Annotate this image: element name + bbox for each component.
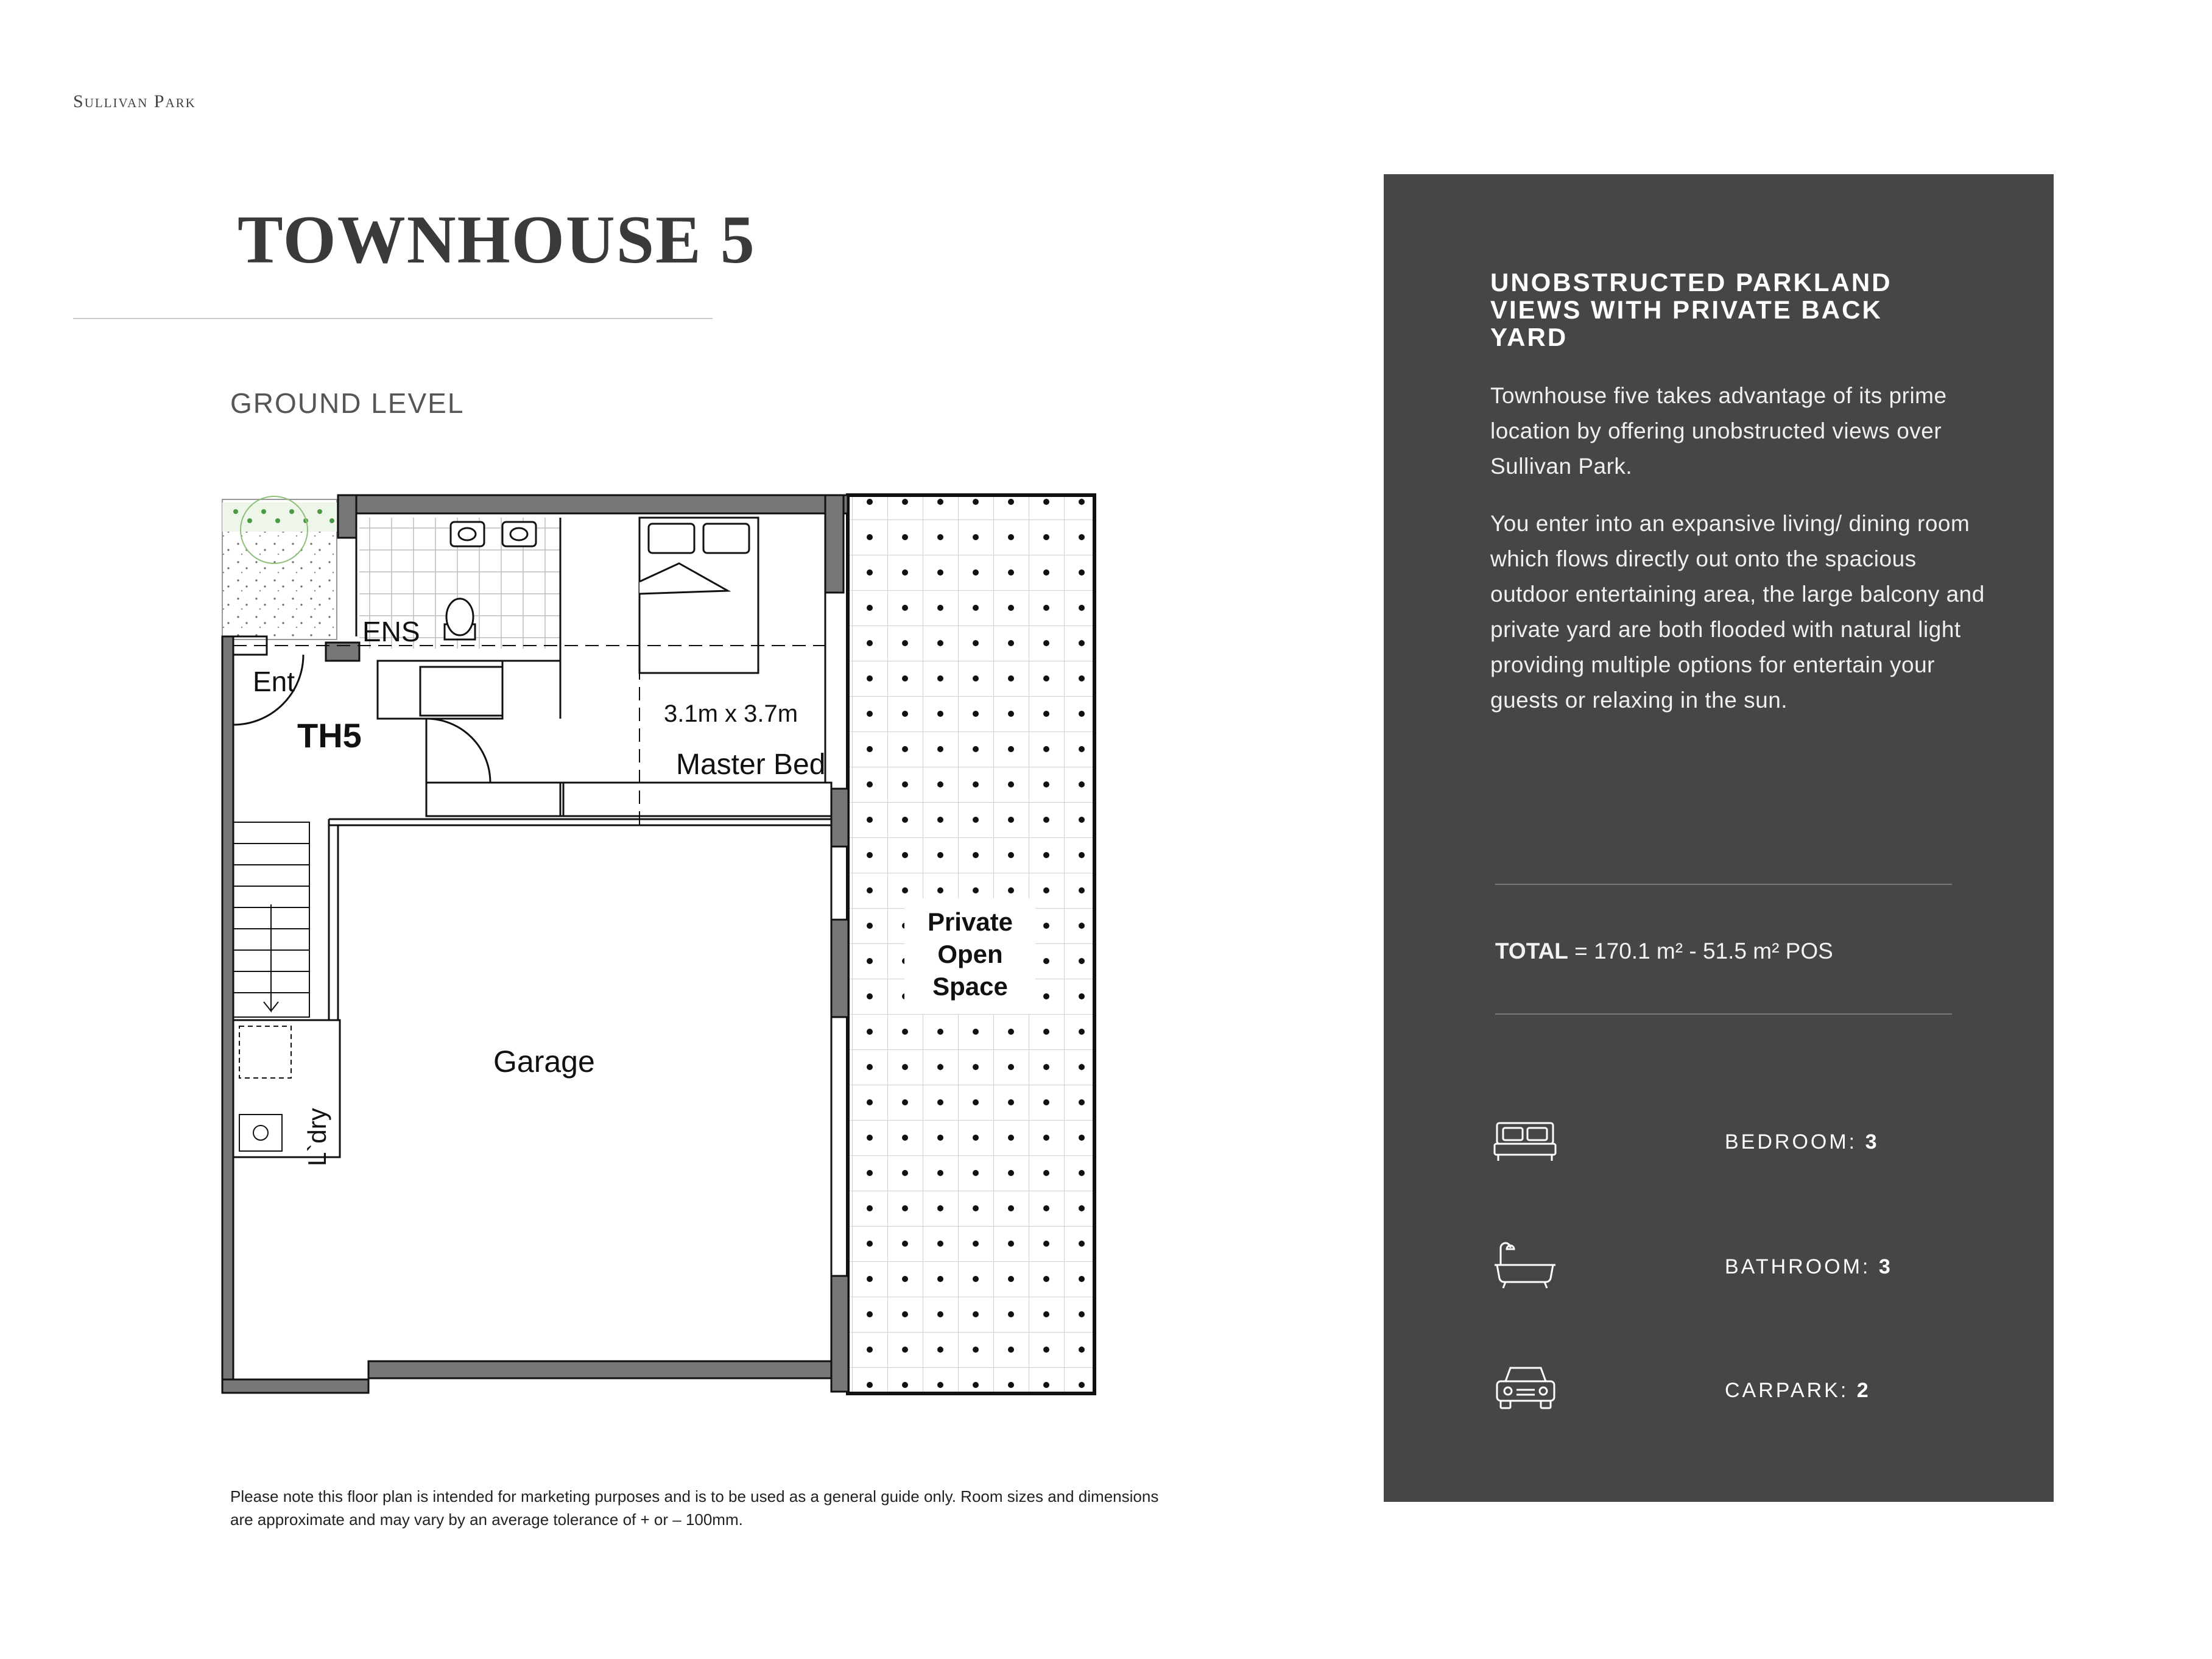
panel-divider-bottom — [1495, 1013, 1952, 1015]
carpark-text — [1725, 1379, 1871, 1403]
bedroom-text — [1725, 1130, 1879, 1154]
panel-divider-top — [1495, 884, 1952, 885]
master-dims: 3.1m x 3.7m — [664, 700, 798, 727]
total-value: = 170.1 m² - 51.5 m² POS — [1574, 939, 1833, 963]
bathroom-text — [1725, 1255, 1893, 1279]
bed — [639, 518, 758, 673]
feature-carpark — [1492, 1361, 1918, 1421]
page-title: TOWNHOUSE 5 — [238, 202, 756, 278]
brand-logo: Sullivan Park — [73, 91, 196, 111]
total-label: TOTAL — [1495, 939, 1568, 963]
panel-paragraph-1: Townhouse five takes advantage of its prime location by offering unobstructed views over Sullivan Park. — [1490, 383, 1947, 479]
floor-plan — [216, 484, 1118, 1404]
disclaimer-line-1: Please note this floor plan is intended for marketing purposes and is to be used as a general guide only. Room sizes and dimensions — [230, 1487, 1159, 1506]
carpark-label: CARPARK: — [1725, 1379, 1849, 1402]
feature-bathroom — [1492, 1237, 1918, 1298]
laundry-fixtures — [239, 1026, 291, 1151]
ens-label: ENS — [362, 616, 420, 647]
bathroom-count: 3 — [1878, 1255, 1893, 1278]
info-panel — [1384, 174, 2054, 1502]
disclaimer-line-2: are approximate and may vary by an average tolerance of + or – 100mm. — [230, 1510, 743, 1529]
garage-label: Garage — [493, 1044, 595, 1079]
master-bed-label: Master Bed — [676, 748, 826, 781]
panel-heading: UNOBSTRUCTED PARKLAND VIEWS WITH PRIVATE BACK YARD — [1490, 268, 1892, 351]
unit-label: TH5 — [297, 716, 362, 755]
bathroom-label: BATHROOM: — [1725, 1255, 1871, 1278]
panel-paragraph-2: You enter into an expansive living/ dining room which flows directly out onto the spacious outdoor entertaining area, the large balcony and private yard are both flooded with natural light providing multiple options for entertain your guests or relaxing in the sun. — [1490, 511, 1985, 713]
carpark-count: 2 — [1856, 1379, 1871, 1402]
bedroom-label: BEDROOM: — [1725, 1130, 1858, 1154]
pos-label-1: Private — [927, 907, 1013, 936]
title-divider — [73, 318, 713, 319]
feature-bedroom — [1492, 1112, 1918, 1173]
bed-icon — [1492, 1112, 1559, 1167]
total-area — [1495, 939, 1833, 964]
pos-label-3: Space — [932, 972, 1008, 1001]
ent-label: Ent — [253, 666, 295, 697]
level-label: GROUND LEVEL — [230, 387, 465, 419]
bathtub-icon — [1492, 1237, 1559, 1292]
car-icon — [1492, 1361, 1559, 1415]
pos-label-2: Open — [937, 940, 1003, 968]
disclaimer — [230, 1485, 1266, 1531]
bedroom-count: 3 — [1865, 1130, 1879, 1154]
hedge — [222, 502, 337, 532]
laundry-label: L`dry — [303, 1108, 331, 1166]
stairs — [233, 822, 309, 1017]
